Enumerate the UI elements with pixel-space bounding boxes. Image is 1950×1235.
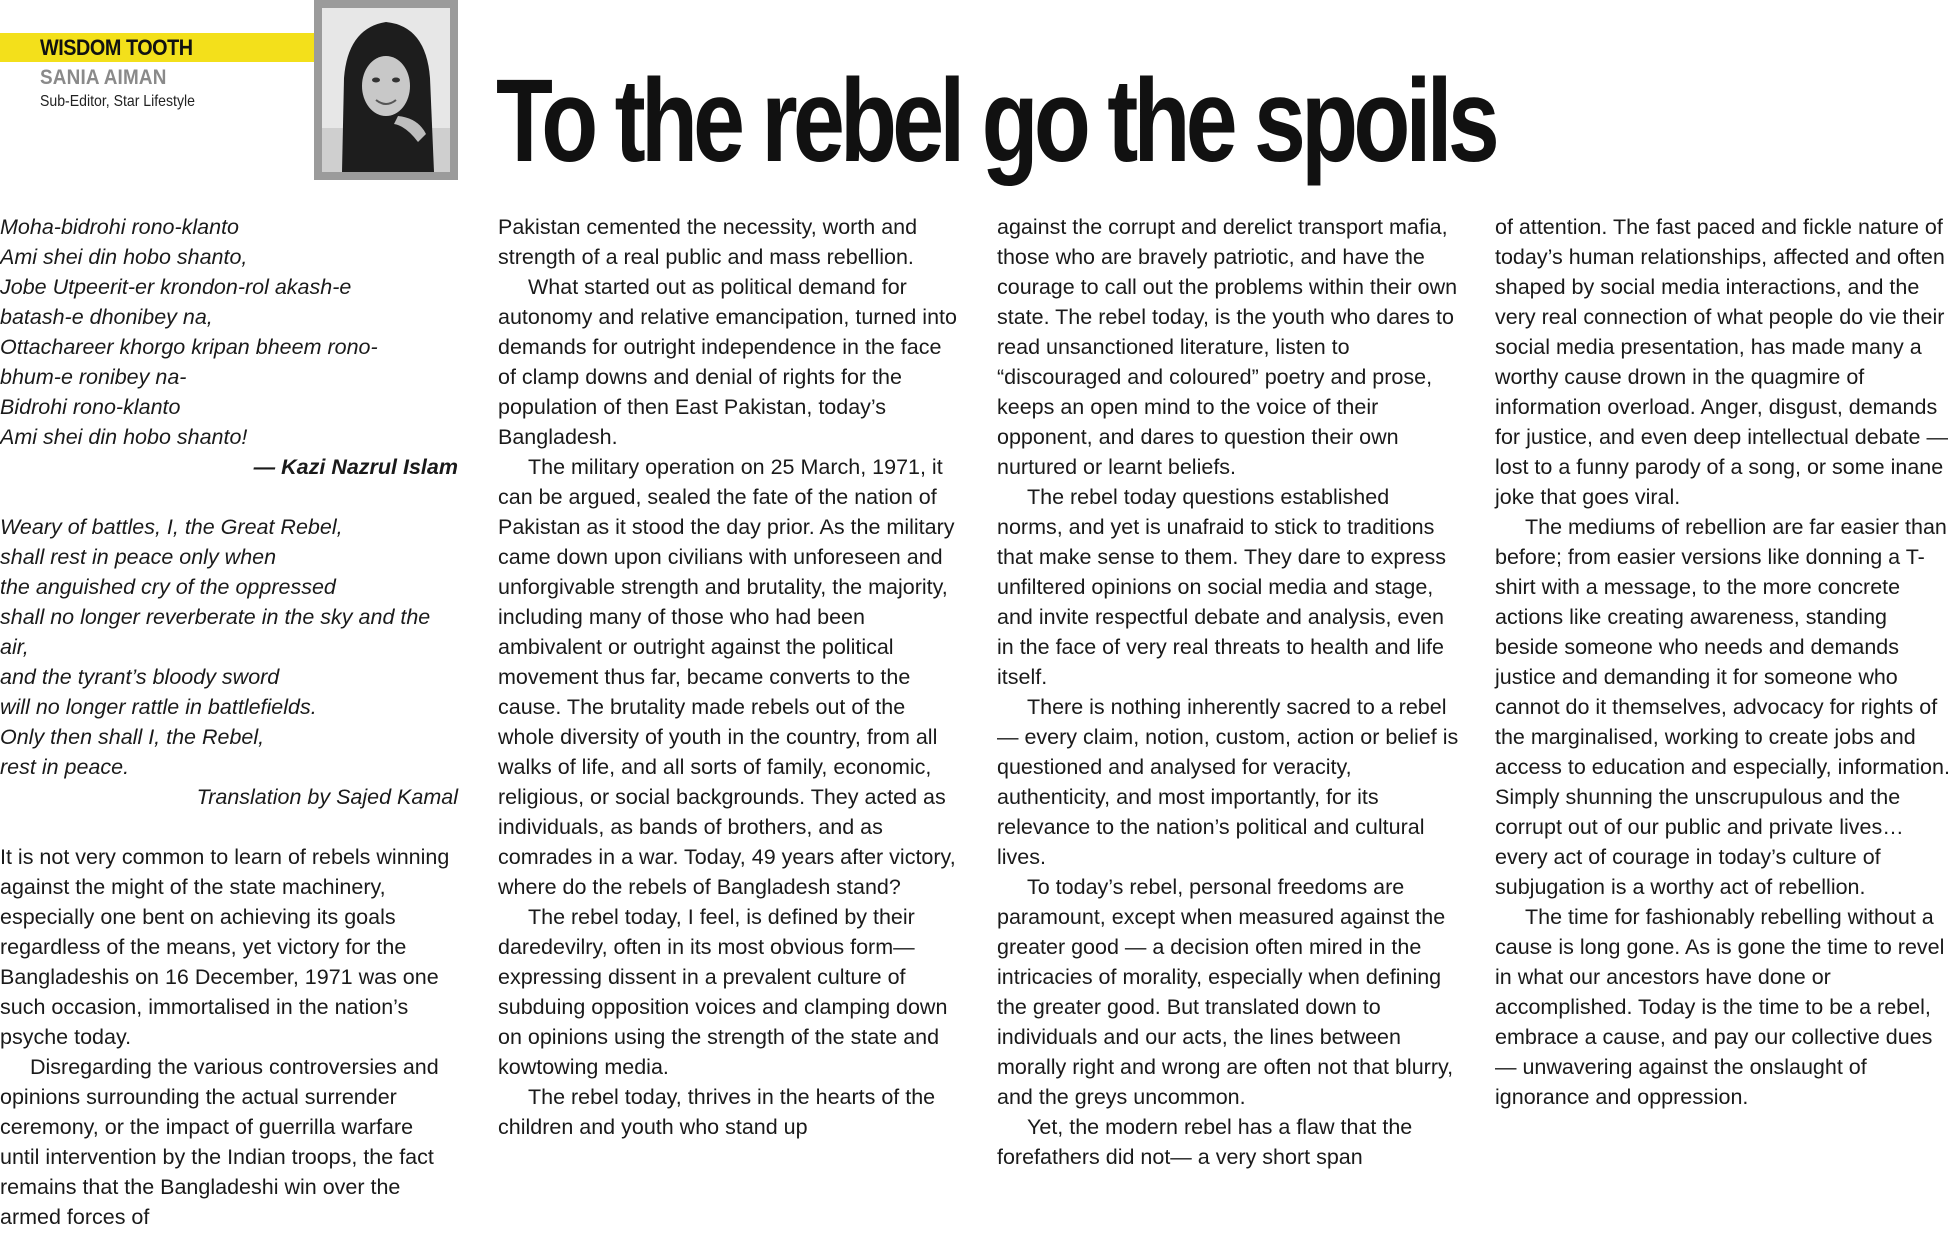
paragraph: The military operation on 25 March, 1971, it can be argued, sealed the fate of the nation of Pakistan as it stood the day prior. As the military came down upon civilians with unforeseen and unforgivable strength and brutality, the majority, including many of those who had been ambivalent or outright against the political movement thus far, became converts to the cause. The brutality made rebels out of the whole diversity of youth in the country, from all walks of life, and all sorts of family, economic, religious, or social backgrounds. They acted as individuals, as bands of brothers, and as comrades in a war. Today, 49 years after victory, where do the rebels of Bangladesh stand? [498, 455, 956, 899]
paragraph: There is nothing inherently sacred to a rebel— every claim, notion, custom, action or belief is questioned and analysed for veracity, authenticity, and most importantly, for its relevance to the nation’s political and cultural lives. [997, 695, 1459, 869]
paragraph: Disregarding the various controversies and opinions surrounding the actual surrender ceremony, or the impact of guerrilla warfare until intervention by the Indian troops, the fact remains that the Bangladeshi win over the armed forces of [0, 1055, 439, 1229]
poem-line: Ami shei din hobo shanto, [0, 245, 248, 269]
paragraph: Pakistan cemented the necessity, worth and strength of a real public and mass rebellion. [498, 215, 918, 269]
paragraph: against the corrupt and derelict transport mafia, those who are bravely patriotic, and have the courage to call out the problems within their own state. The rebel today, is the youth who dares to read unsanctioned literature, listen to “discouraged and coloured” poetry and prose, keeps an open mind to the voice of their opponent, and dares to question their own nurtured or learnt beliefs. [997, 215, 1458, 479]
poem-line: batash-e dhonibey na, [0, 305, 213, 329]
poem-line: Bidrohi rono-klanto [0, 395, 181, 419]
headline: To the rebel go the spoils [496, 55, 1495, 187]
paragraph: Yet, the modern rebel has a flaw that the forefathers did not— a very short span [997, 1115, 1413, 1169]
poem-line: shall rest in peace only when [0, 545, 277, 569]
poem-line: Weary of battles, I, the Great Rebel, [0, 515, 343, 539]
poem-line: shall no longer reverberate in the sky and the air, [0, 605, 431, 659]
column-1 [0, 212, 458, 1232]
poem-line: Moha-bidrohi rono-klanto [0, 215, 240, 239]
paragraph: The rebel today questions established norms, and yet is unafraid to stick to traditions that make sense to them. They dare to express unfiltered opinions on social media and stage, and invite respectful debate and analysis, even in the face of very real threats to health and life itself. [997, 485, 1446, 689]
poem-line: and the tyrant’s bloody sword [0, 665, 280, 689]
column-tag: WISDOM TOOTH [40, 35, 193, 60]
paragraph: It is not very common to learn of rebels winning against the might of the state machinery, especially one bent on achieving its goals regardless of the means, yet victory for the Bangladeshis on 16 December, 1971 was one such occasion, immortalised in the nation’s psyche today. [0, 845, 450, 1049]
author-role: Sub-Editor, Star Lifestyle [40, 93, 195, 110]
paragraph: The time for fashionably rebelling without a cause is long gone. As is gone the time to revel in what our ancestors have done or accomplished. Today is the time to be a rebel, embrace a cause, and pay our collective dues — unwavering against the onslaught of ignorance and oppression. [1495, 905, 1945, 1109]
author-portrait-icon [322, 8, 450, 172]
poem-line: the anguished cry of the oppressed [0, 575, 336, 599]
poem-line: rest in peace. [0, 755, 130, 779]
paragraph: The rebel today, thrives in the hearts of the children and youth who stand up [498, 1085, 936, 1139]
translation-credit: Translation by Sajed Kamal [196, 785, 458, 809]
poem-line: Jobe Utpeerit-er krondon-rol akash-e [0, 275, 352, 299]
column-3 [997, 212, 1459, 1172]
poem-line: Ami shei din hobo shanto! [0, 425, 248, 449]
paragraph: The rebel today, I feel, is defined by their daredevilry, often in its most obvious form— expressing dissent in a prevalent culture of subduing opposition voices and clamping down on opinions using the strength of the state and kowtowing media. [498, 905, 948, 1079]
column-4 [1495, 212, 1950, 1112]
poem-attribution: — Kazi Nazrul Islam [253, 455, 458, 479]
poem-bangla [0, 212, 458, 482]
column-2 [498, 212, 960, 1142]
column-tag-bar [0, 33, 314, 62]
poem-line: will no longer rattle in battlefields. [0, 695, 317, 719]
poem-line: bhum-e ronibey na- [0, 365, 187, 389]
paragraph: The mediums of rebellion are far easier than before; from easier versions like donning a T-shirt with a message, to the more concrete actions like creating awareness, standing beside someone who needs and demands justice and demanding it for someone who cannot do it themselves, advocacy for rights of the marginalised, working to create jobs and access to education and especially, information. Simply shunning the unscrupulous and the corrupt out of our public and private lives… every act of courage in today’s culture of subjugation is a worthy act of rebellion. [1495, 515, 1950, 899]
paragraph: of attention. The fast paced and fickle nature of today’s human relationships, affected and often shaped by social media interactions, and the very real connection of what people do vie their social media presentation, has made many a worthy cause drown in the quagmire of information overload. Anger, disgust, demands for justice, and even deep intellectual debate — lost to a funny parody of a song, or some inane joke that goes viral. [1495, 215, 1948, 509]
author-name: SANIA AIMAN [40, 66, 167, 89]
paragraph: To today’s rebel, personal freedoms are paramount, except when measured against the greater good — a decision often mired in the intricacies of morality, especially when defining the greater good. But translated down to individuals and our acts, the lines between morally right and wrong are often not that blurry, and the greys uncommon. [997, 875, 1454, 1109]
author-photo [314, 0, 458, 180]
poem-line: Only then shall I, the Rebel, [0, 725, 265, 749]
poem-line: Ottachareer khorgo kripan bheem rono- [0, 335, 378, 359]
poem-english [0, 512, 458, 812]
paragraph: What started out as political demand for autonomy and relative emancipation, turned into demands for outright independence in the face of clamp downs and denial of rights for the population of then East Pakistan, today’s Bangladesh. [498, 275, 957, 449]
